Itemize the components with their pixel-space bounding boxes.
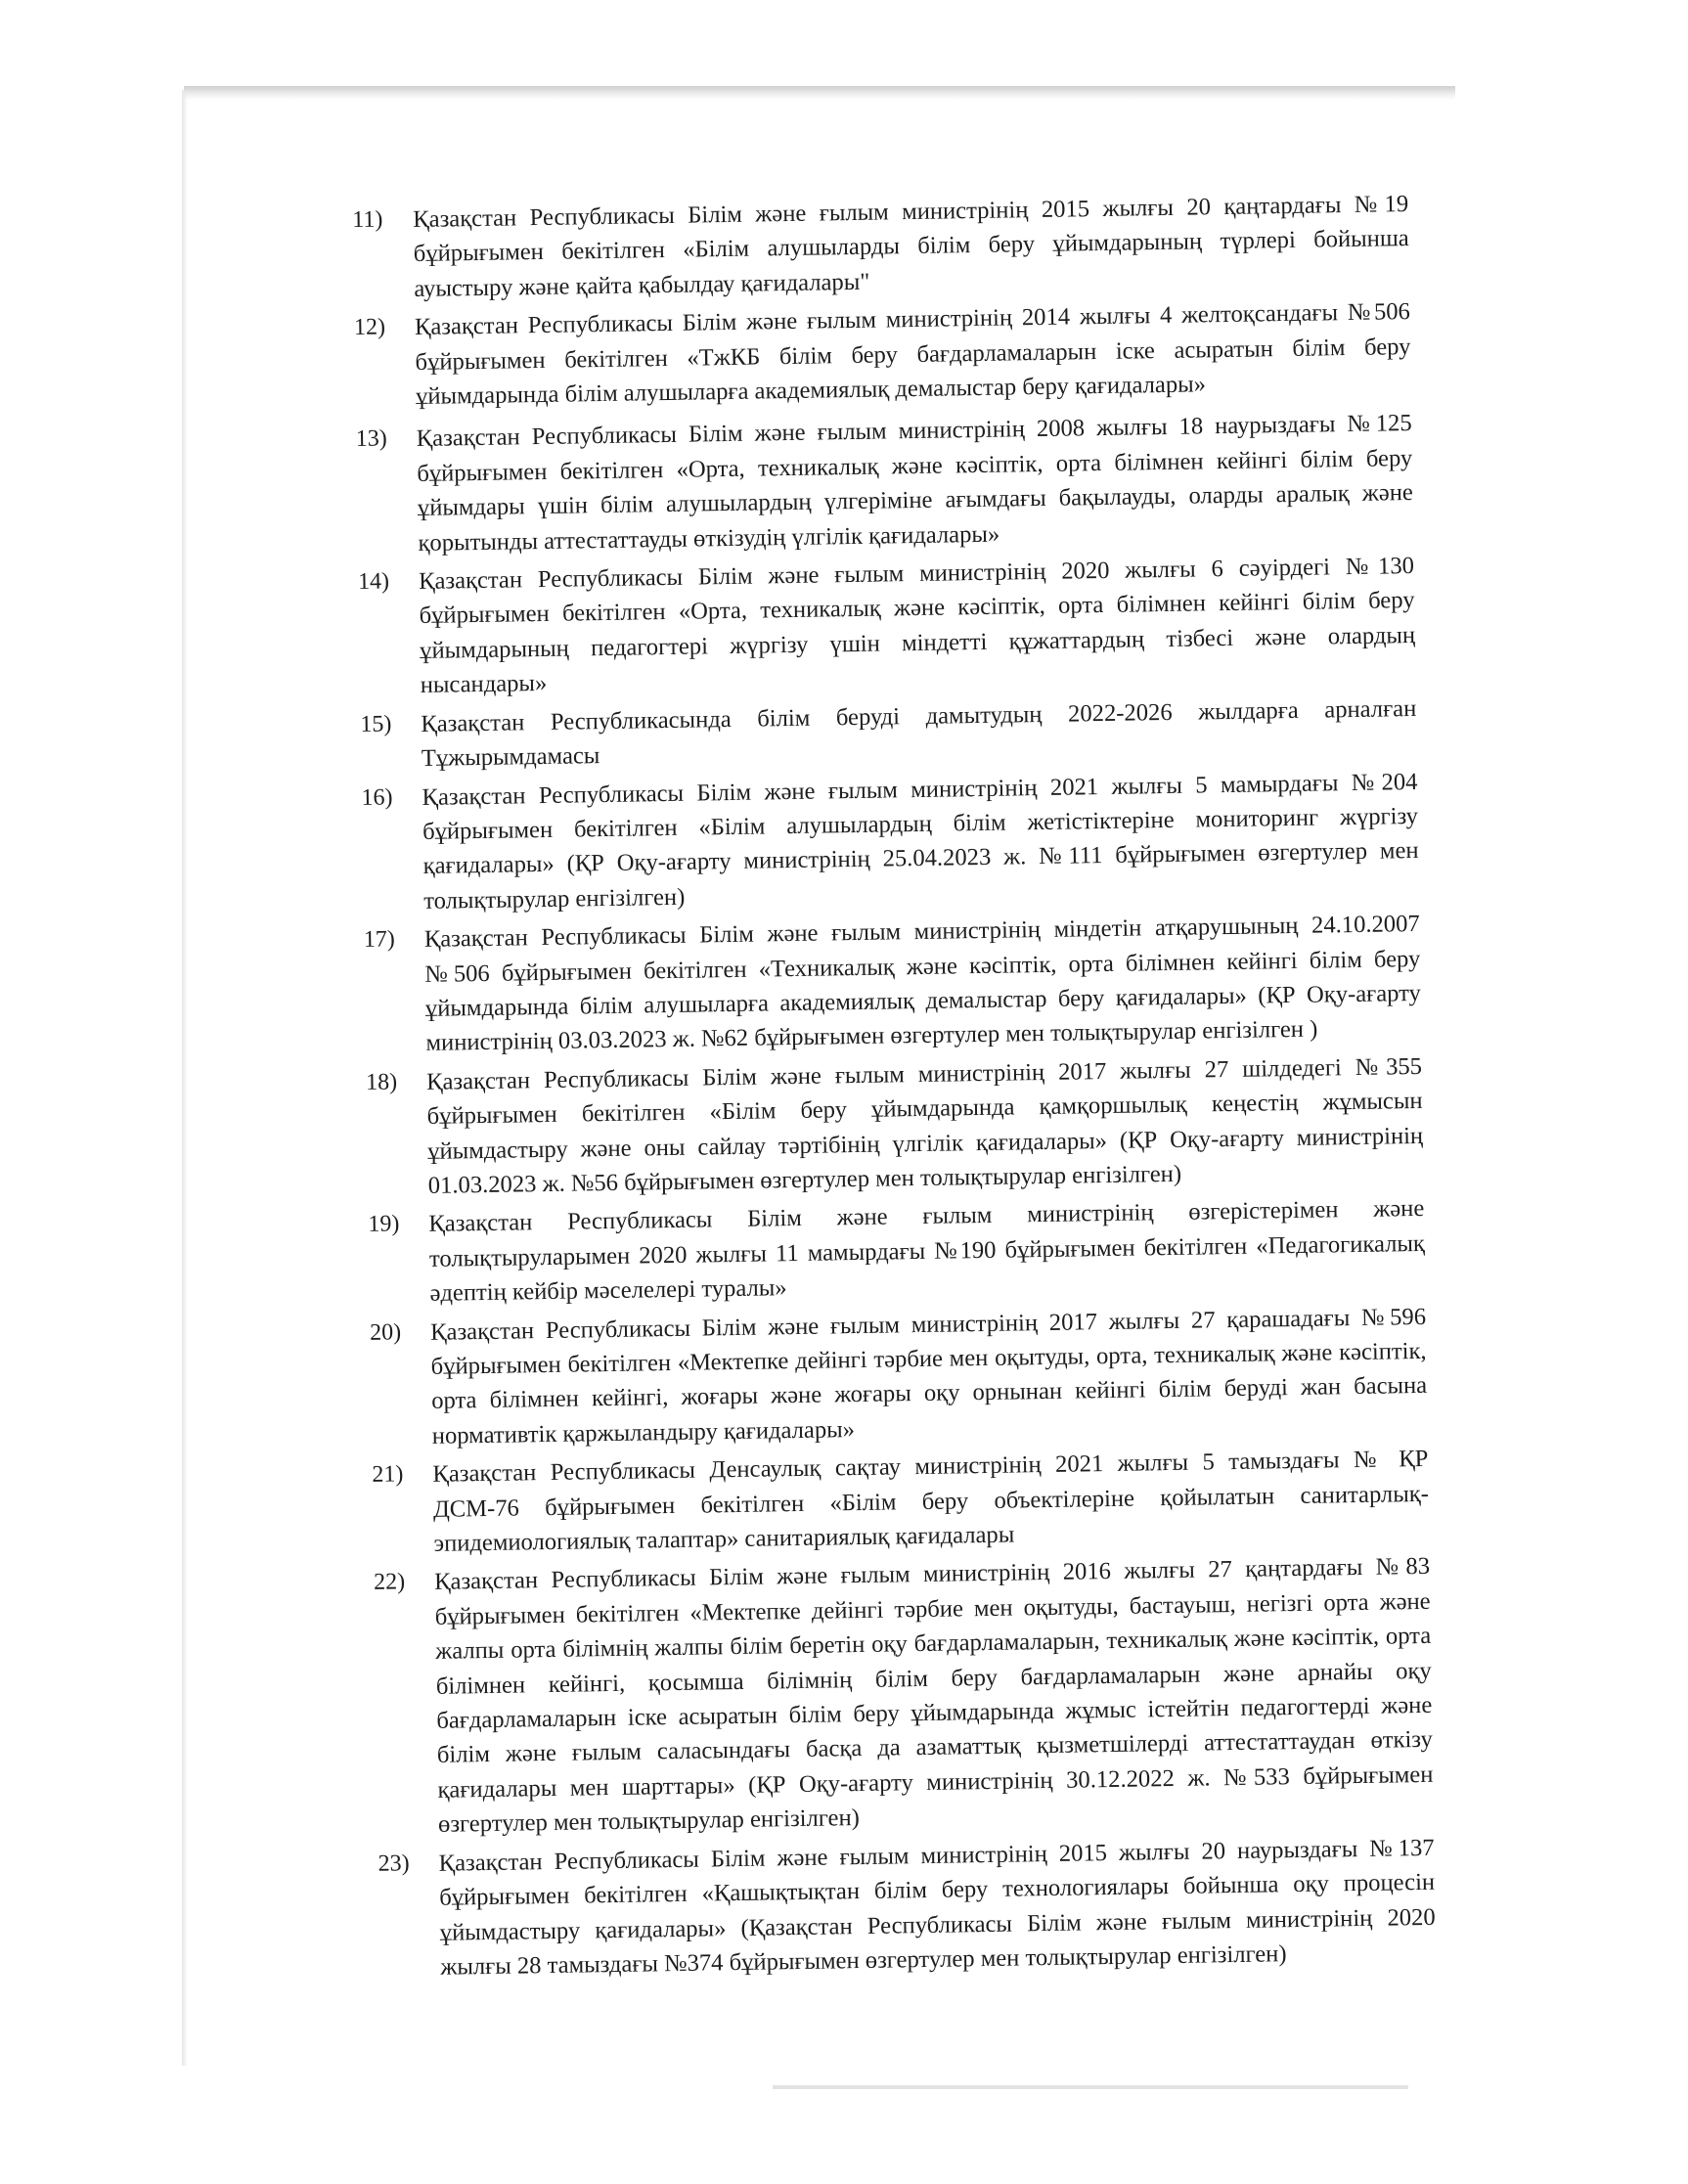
item-number: 16) <box>361 783 393 811</box>
list-item <box>374 1549 1434 1843</box>
item-text: Қазақстан Республикасы Денсаулық сақтау министрінің 2021 жылғы 5 тамыздағы № ҚР ДСМ-76 бұйрығымен бекітілген «Білім беру объектілеріне қойылатын санитарлық-эпидемиологиялық талаптар» санитариялық қағидалары <box>432 1446 1430 1557</box>
item-number: 21) <box>372 1461 404 1489</box>
item-number: 14) <box>357 568 390 596</box>
list-item <box>372 1442 1430 1562</box>
item-text: Қазақстан Республикасы Білім және ғылым министрінің 2017 жылғы 27 қарашадағы №596 бұйрығымен бекітілген «Мектепке дейінгі тәрбие мен оқытуды, орта, техникалық және кәсіптік, орта білімнен кейінгі, жоғары және жоғары оқу орнынан кейінгі білім беруді жан басына нормативтік қаржыландыру қағидалары» <box>429 1303 1428 1449</box>
item-text: Қазақстан Республикасында білім беруді дамытудың 2022-2026 жылдарға арналған Тұжырымдамасы <box>421 694 1417 773</box>
item-text: Қазақстан Республикасы Білім және ғылым министрінің 2015 жылғы 20 наурыздағы №137 бұйрығымен бекітілген «Қашықтықтан білім беру технологиялары бойынша оқу процесін ұйымдастыру қағидалары» (Қазақстан Республикасы Білім және ғылым министрінің 2020 жылғы 28 тамыздағы №374 бұйрығымен өзгертулер мен толықтырулар енгізілген) <box>438 1834 1436 1981</box>
item-text: Қазақстан Республикасы Білім және ғылым министрінің 2020 жылғы 6 сәуірдегі №130 бұйрығымен бекітілген «Орта, техникалық және кәсіптік, орта білімнен кейінгі білім беру ұйымдарының педагогтері жүргізу үшін міндетті құжаттардың тізбесі және олардың нысандары» <box>418 553 1416 699</box>
list-item <box>366 1049 1424 1205</box>
list-item <box>370 1299 1428 1454</box>
item-text: Қазақстан Республикасы Білім және ғылым министрінің 2017 жылғы 27 шілдедегі №355 бұйрығымен бекітілген «Білім беру ұйымдарында қамқоршылық кеңестің жұмысын ұйымдастыру және оны сайлау тәртібінің үлгілік қағидалары» (ҚР Оқу-ағарту министрінің 01.03.2023 ж. №56 бұйрығымен өзгертулер мен толықтырулар енгізілген) <box>425 1052 1424 1199</box>
scan-shadow-left <box>182 90 188 2066</box>
item-text: Қазақстан Республикасы Білім және ғылым министрінің 2008 жылғы 18 наурыздағы №125 бұйрығымен бекітілген «Орта, техникалық және кәсіптік, орта білімнен кейінгі білім беру ұйымдары үшін білім алушылардың үлгеріміне ағымдағы бақылауды, оларды аралық және қорытынды аттестаттауды өткізудің үлгілік қағидалары» <box>416 410 1413 557</box>
item-text: Қазақстан Республикасы Білім және ғылым министрінің 2021 жылғы 5 мамырдағы №204 бұйрығымен бекітілген «Білім алушылардың білім жетістіктеріне мониторинг жүргізу қағидалары» (ҚР Оқу-ағарту министрінің 25.04.2023 ж. №111 бұйрығымен өзгертулер мен толықтырулар енгізілген) <box>422 768 1419 914</box>
list-item <box>361 764 1419 919</box>
list-item <box>356 406 1414 561</box>
item-number: 23) <box>378 1850 410 1877</box>
regulations-list <box>352 187 1436 1985</box>
item-number: 12) <box>353 314 386 341</box>
item-number: 15) <box>360 711 392 737</box>
list-item <box>378 1831 1436 1986</box>
item-text: Қазақстан Республикасы Білім және ғылым министрінің 2016 жылғы 27 қаңтардағы №83 бұйрығымен бекітілген «Мектепке дейінгі тәрбие мен оқытуды, бастауыш, негізгі орта және жалпы орта білімнің жалпы білім беретін оқу бағдарламаларын, техникалық және кәсіптік, орта білімнен кейінгі, қосымша білімнің білім беру бағдарламаларын және арнайы оқу бағдарламаларын іске асыратын білім беру ұйымдарында жұмыс істейтін педагогтерді және білім және ғылым саласындағы басқа да азаматтық қызметшілерді аттестаттаудан өткізу қағидалары мен шарттары» (ҚР Оқу-ағарту министрінің 30.12.2022 ж. №533 бұйрығымен өзгертулер мен толықтырулар енгізілген) <box>433 1553 1434 1839</box>
item-text: Қазақстан Республикасы Білім және ғылым министрінің өзгерістерімен және толықтыруларымен 2020 жылғы 11 мамырдағы №190 бұйрығымен бекітілген «Педагогикалық әдептің кейбір мәселелері туралы» <box>428 1195 1426 1308</box>
list-item <box>364 907 1422 1062</box>
item-number: 22) <box>373 1569 406 1596</box>
item-number: 19) <box>368 1211 400 1238</box>
item-number: 17) <box>363 926 396 954</box>
list-item <box>354 294 1412 415</box>
item-number: 11) <box>352 206 383 233</box>
item-text: Қазақстан Республикасы Білім және ғылым министрінің міндетін атқарушының 24.10.2007 №506 бұйрығымен бекітілген «Техникалық және кәсіптік, орта білімнен кейінгі білім беру ұйымдарында білім алушыларға академиялық демалыстар беру қағидалары» (ҚР Оқу-ағарту министрінің 03.03.2023 ж. №62 бұйрығымен өзгертулер мен толықтырулар енгізілген ) <box>423 911 1422 1057</box>
scan-shadow-bottom <box>773 2085 1408 2089</box>
list-item <box>368 1191 1426 1312</box>
list-item <box>352 187 1410 307</box>
item-number: 13) <box>355 425 387 453</box>
item-number: 18) <box>365 1069 398 1095</box>
list-item <box>360 691 1417 778</box>
item-text: Қазақстан Республикасы Білім және ғылым министрінің 2015 жылғы 20 қаңтардағы №19 бұйрығымен бекітілген «Білім алушыларды білім беру ұйымдарының түрлері бойынша ауыстыру және қайта қабылдау қағидалары" <box>413 191 1409 302</box>
scan-shadow-top <box>184 86 1455 100</box>
item-number: 20) <box>369 1318 402 1346</box>
item-text: Қазақстан Республикасы Білім және ғылым министрінің 2014 жылғы 4 желтоқсандағы №506 бұйрығымен бекітілген «ТжКБ білім беру бағдарламаларын іске асыратын білім беру ұйымдарында білім алушыларға академиялық демалыстар беру қағидалары» <box>414 298 1411 411</box>
list-item <box>358 549 1416 704</box>
